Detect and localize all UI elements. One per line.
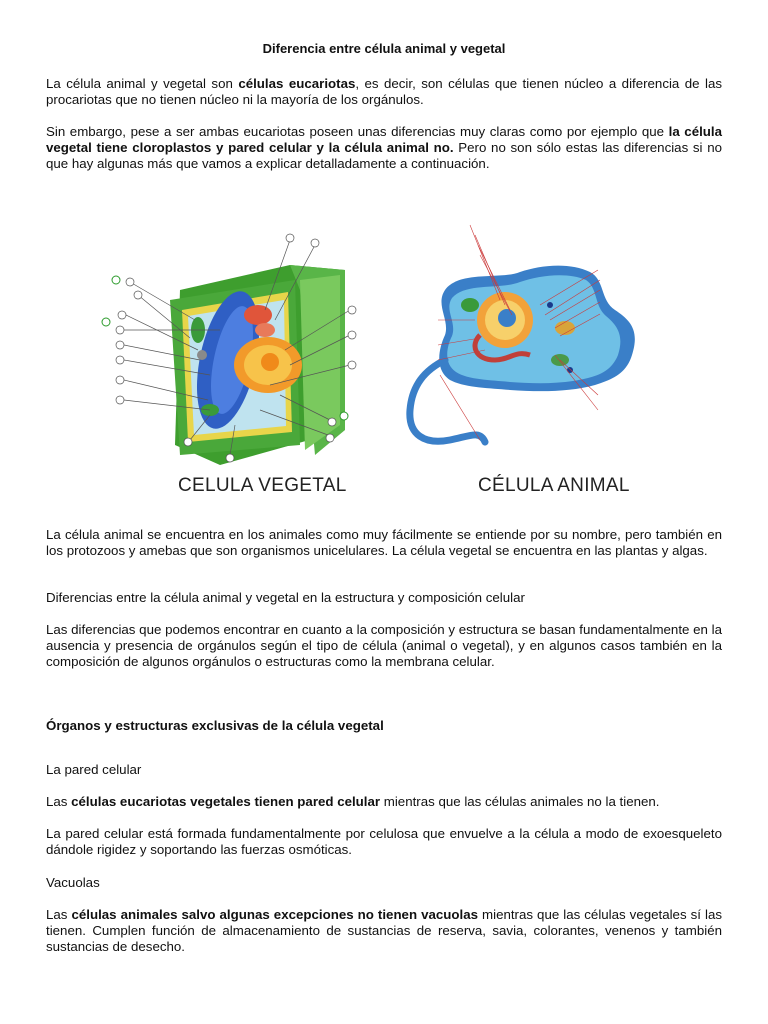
bold-run: la célula vegetal tiene cloroplastos y pared celular y la célula animal no. <box>46 124 723 155</box>
bold-run: células eucariotas <box>238 76 356 91</box>
document-title: Diferencia entre célula animal y vegetal <box>262 41 506 56</box>
paragraph-cell-wall <box>46 794 722 810</box>
cell-diagram-image <box>100 210 660 510</box>
paragraph-cellulose: La pared celular está formada fundamentalmente por celulosa que envuelve a la célula a modo de exoesqueleto dándole rigidez y soportando las fuerzas osmóticas. <box>46 826 722 857</box>
paragraph-subheading: Diferencias entre la célula animal y vegetal en la estructura y composición celular <box>46 590 525 605</box>
bold-run: células eucariotas vegetales tienen pared celular <box>71 794 381 809</box>
text-run: mientras que las células vegetales sí las tienen. Cumplen función de almacenamiento de sustancias de reserva, savia, colorantes, venenos y también sustancias de desecho. <box>46 907 722 954</box>
paragraph-differences <box>46 124 722 172</box>
text-run: Las <box>46 907 72 922</box>
text-run: Pero no son sólo estas las diferencias si no que hay algunas más que vamos a explicar detalladamente a continuación. <box>46 140 722 171</box>
animal-cell-caption: CÉLULA ANIMAL <box>478 475 630 496</box>
plant-cell-drawing <box>102 234 356 465</box>
text-run: , es decir, son células que tienen núcleo a diferencia de las procariotas que no tienen núcleo ni la mayoría de los orgánulos. <box>46 76 722 107</box>
paragraph-location: La célula animal se encuentra en los animales como muy fácilmente se entiende por su nombre, pero también en los protozoos y amebas que son organismos unicelulares. La célula vegetal se encuentra en las plantas y algas. <box>46 527 722 558</box>
text-run: La célula animal y vegetal son <box>46 76 239 91</box>
plant-cell-caption: CELULA VEGETAL <box>178 475 347 496</box>
cell-illustration <box>100 210 660 510</box>
subheading-vacuoles: Vacuolas <box>46 875 100 890</box>
subheading-cell-wall: La pared celular <box>46 762 142 777</box>
paragraph-composition: Las diferencias que podemos encontrar en cuanto a la composición y estructura se basan fundamentalmente en la ausencia y presencia de orgánulos según el tipo de célula (animal o vegetal), y en algunos casos también en la composición de algunos orgánulos o estructuras como la membrana celular. <box>46 622 722 669</box>
section-heading-vegetal: Órganos y estructuras exclusivas de la célula vegetal <box>46 718 384 733</box>
paragraph-intro <box>46 76 722 108</box>
animal-cell-drawing <box>410 225 635 442</box>
paragraph-vacuoles <box>46 907 722 955</box>
text-run: Sin embargo, pese a ser ambas eucariotas poseen unas diferencias muy claras como por ejemplo que <box>46 124 669 139</box>
bold-run: células animales salvo algunas excepciones no tienen vacuolas <box>71 907 479 922</box>
text-run: mientras que las células animales no la tienen. <box>380 794 660 809</box>
text-run: Las <box>46 794 72 809</box>
